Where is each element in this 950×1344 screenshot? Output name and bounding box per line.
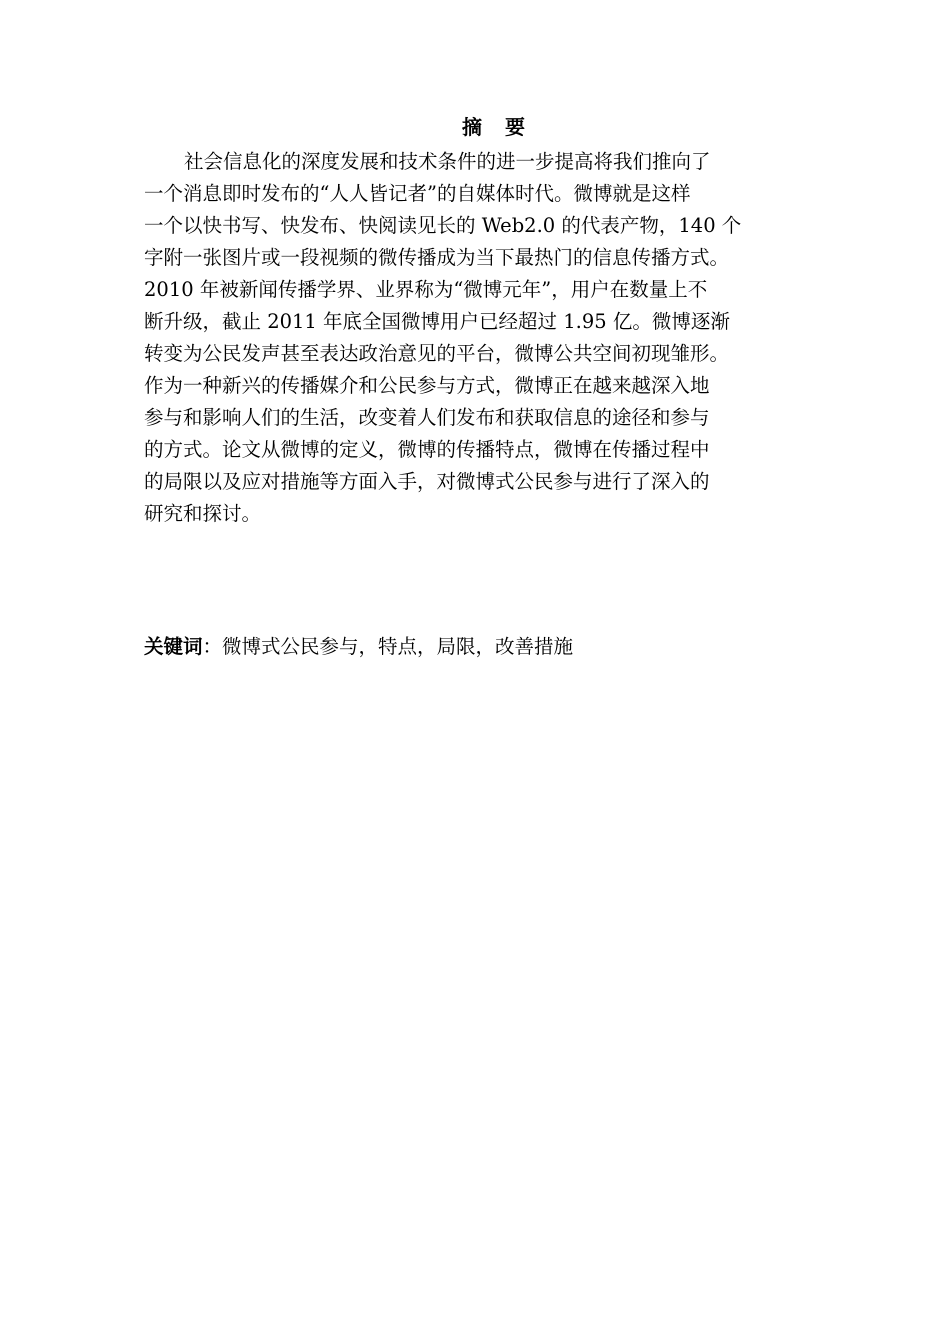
abstract-line: 一个消息即时发布的“人人皆记者”的自媒体时代。微博就是这样: [144, 182, 691, 205]
keywords-separator: ：: [202, 635, 223, 658]
abstract-body: [144, 146, 809, 530]
abstract-line: 一个以快书写、快发布、快阅读见长的 Web2.0 的代表产物，140 个: [144, 214, 742, 237]
abstract-line: 作为一种新兴的传播媒介和公民参与方式，微博正在越来越深入地: [144, 374, 710, 397]
keywords-label: 关键词: [144, 635, 203, 658]
abstract-line: 断升级，截止 2011 年底全国微博用户已经超过 1.95 亿。微博逐渐: [144, 310, 730, 333]
abstract-line: 转变为公民发声甚至表达政治意见的平台，微博公共空间初现雏形。: [144, 342, 730, 365]
abstract-title: 摘 要: [462, 115, 533, 139]
keywords-text: 微博式公民参与，特点，局限，改善措施: [222, 635, 574, 658]
keywords: [144, 631, 573, 663]
abstract-line: 参与和影响人们的生活，改变着人们发布和获取信息的途径和参与: [144, 406, 710, 429]
abstract-line: 2010 年被新闻传播学界、业界称为“微博元年”，用户在数量上不: [144, 278, 708, 301]
abstract-line: 社会信息化的深度发展和技术条件的进一步提高将我们推向了: [184, 150, 711, 173]
abstract-line: 的方式。论文从微博的定义，微博的传播特点，微博在传播过程中: [144, 438, 710, 461]
abstract-line: 的局限以及应对措施等方面入手，对微博式公民参与进行了深入的: [144, 470, 710, 493]
abstract-line: 字附一张图片或一段视频的微传播成为当下最热门的信息传播方式。: [144, 246, 730, 269]
abstract-line: 研究和探讨。: [144, 502, 262, 525]
